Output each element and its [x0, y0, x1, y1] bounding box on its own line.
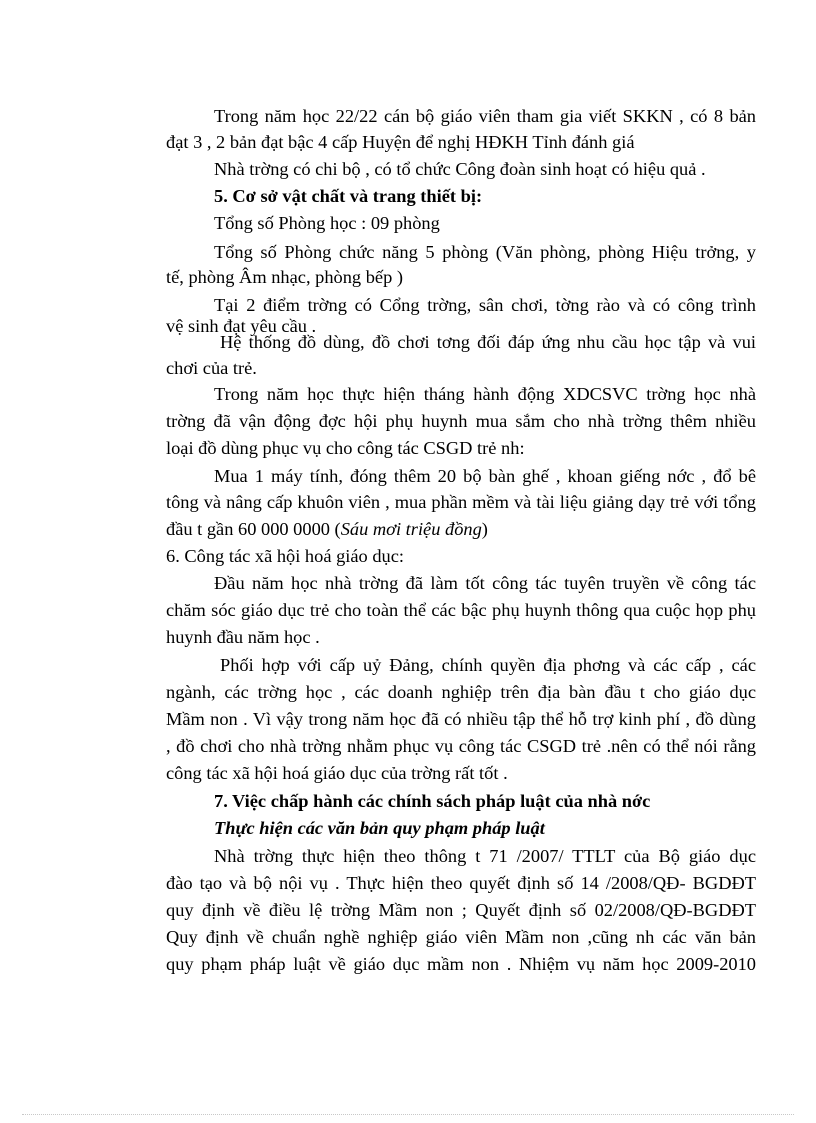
text-line	[166, 517, 756, 541]
section-heading-7: 7. Việc chấp hành các chính sách pháp luật của nhà nớc	[214, 791, 651, 811]
text-line: vệ sinh đạt yêu cầu .	[166, 316, 317, 336]
text-line: quy phạm pháp luật về giáo dục mầm non . Nhiệm vụ năm học 2009-2010	[166, 954, 756, 974]
text-line: Trong năm học thực hiện tháng hành động XDCSVC trờng học nhà	[214, 384, 756, 404]
text-line: Tổng số Phòng chức năng 5 phòng (Văn phòng, phòng Hiệu trởng, y	[214, 242, 756, 262]
text-line: đạt 3 , 2 bản đạt bậc 4 cấp Huyện để nghị HĐKH Tỉnh đánh giá	[166, 132, 635, 152]
section-heading-5: 5. Cơ sở vật chất và trang thiết bị:	[214, 186, 483, 206]
text-line: Mua 1 máy tính, đóng thêm 20 bộ bàn ghế , khoan giếng nớc , đổ bê	[214, 466, 756, 486]
text-span: )	[481, 519, 488, 539]
text-line: ngành, các trờng học , các doanh nghiệp trên địa bàn đầu t cho giáo dục	[166, 682, 756, 702]
text-line: chơi của trẻ.	[166, 358, 257, 378]
text-line: trờng đã vận động đợc hội phụ huynh mua sắm cho nhà trờng thêm nhiều	[166, 411, 756, 431]
text-span: đầu t gần 60 000 0000 (	[166, 519, 341, 539]
subheading: Thực hiện các văn bản quy phạm pháp luật	[214, 818, 545, 838]
text-line: , đồ chơi cho nhà trờng nhằm phục vụ công tác CSGD trẻ .nên có thể nói rằng	[166, 736, 756, 756]
text-line: tế, phòng Âm nhạc, phòng bếp )	[166, 267, 403, 287]
section-heading-6: 6. Công tác xã hội hoá giáo dục:	[166, 546, 405, 566]
text-line: loại đồ dùng phục vụ cho công tác CSGD trẻ nh:	[166, 438, 525, 458]
text-line: Đầu năm học nhà trờng đã làm tốt công tác tuyên truyền về công tác	[214, 573, 756, 593]
text-line: huynh đầu năm học .	[166, 627, 320, 647]
text-line: quy định về điều lệ trờng Mầm non ; Quyết định số 02/2008/QĐ-BGDĐT	[166, 900, 756, 920]
text-line: Hệ thống đồ dùng, đồ chơi tơng đối đáp ứng nhu cầu học tập và vui	[220, 332, 756, 352]
text-line: đào tạo và bộ nội vụ . Thực hiện theo quyết định số 14 /2008/QĐ- BGDĐT	[166, 873, 756, 893]
text-line: Tại 2 điểm trờng có Cổng trờng, sân chơi, tờng rào và có công trình	[214, 295, 756, 315]
page-bottom-border	[22, 1114, 794, 1115]
text-line: Trong năm học 22/22 cán bộ giáo viên tham gia viết SKKN , có 8 bản	[214, 106, 756, 126]
text-line: Nhà trờng có chi bộ , có tổ chức Công đoàn sinh hoạt có hiệu quả .	[214, 159, 706, 179]
text-line: chăm sóc giáo dục trẻ cho toàn thể các bậc phụ huynh thông qua cuộc họp phụ	[166, 600, 756, 620]
text-line: công tác xã hội hoá giáo dục của trờng rất tốt .	[166, 763, 508, 783]
text-line: tông và nâng cấp khuôn viên , mua phần mềm và tài liệu giảng dạy trẻ với tổng	[166, 492, 756, 512]
text-line: Quy định về chuẩn nghề nghiệp giáo viên Mầm non ,cũng nh các văn bản	[166, 927, 756, 947]
text-line: Mầm non . Vì vậy trong năm học đã có nhiều tập thể hỗ trợ kinh phí , đồ dùng	[166, 709, 756, 729]
text-line: Tổng số Phòng học : 09 phòng	[214, 213, 440, 233]
text-line: Phối hợp với cấp uỷ Đảng, chính quyền địa phơng và các cấp , các	[220, 655, 756, 675]
text-line: Nhà trờng thực hiện theo thông t 71 /2007/ TTLT của Bộ giáo dục	[214, 846, 756, 866]
italic-amount-text: Sáu mơi triệu đồng	[340, 519, 482, 539]
